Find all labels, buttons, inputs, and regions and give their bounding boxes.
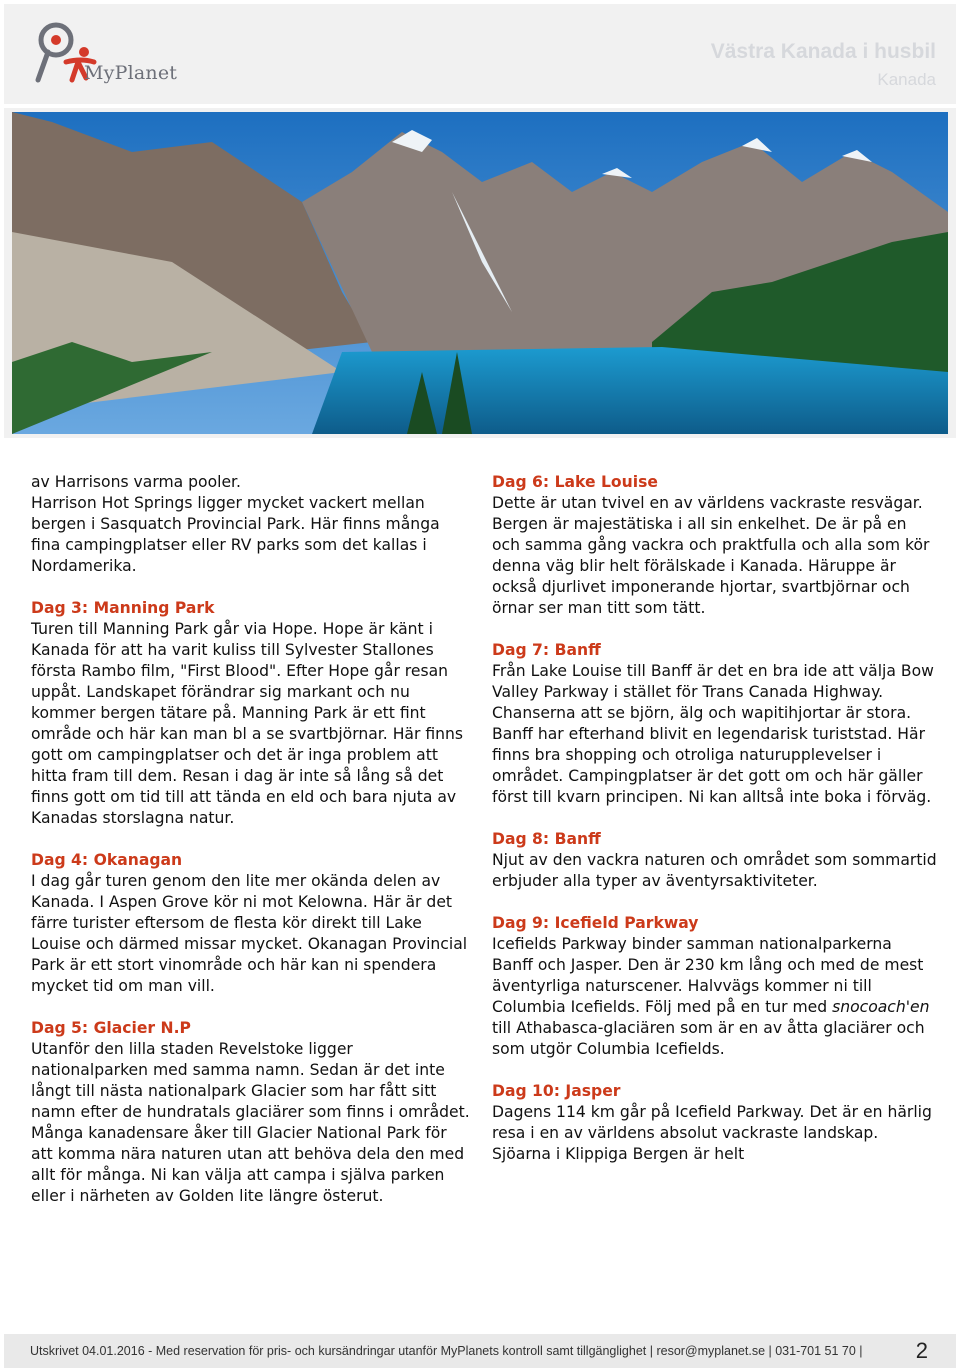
body-paragraph: Icefields Parkway binder samman nationalparkerna Banff och Jasper. Den är 230 km lång och med de mest äventyrliga naturscener. Halvvägs kommer ni till Columbia Icefields. Följ med på en tur med snocoach'en till Athabasca-glaciären som är en av åtta glaciärer och som utgör Columbia Icefields. (492, 935, 930, 1058)
right-text-column (492, 472, 937, 1165)
mountain-lake-photo (12, 112, 948, 434)
hero-image (4, 108, 956, 438)
page-number: 2 (915, 1338, 928, 1363)
body-paragraph: Utanför den lilla staden Revelstoke ligger nationalparken med samma namn. Sedan är det inte långt till nästa nationalpark Glacier som har fått sitt namn efter de hundratals glaciärer som finns i området. Många kanadensare åker till Glacier National Park för att komma nära naturen utan att behöva dela den med allt för många. Ni kan välja att campa i själva parken eller i närheten av Golden lite längre österut. (31, 1040, 470, 1205)
page-footer (4, 1334, 956, 1368)
paragraph-gap (492, 619, 937, 640)
document-subtitle: Kanada (877, 70, 936, 89)
logo-text: MyPlanet (84, 62, 178, 84)
paragraph-gap (31, 829, 471, 850)
body-paragraph: Njut av den vackra naturen och området som sommartid erbjuder alla typer av äventyrsaktiviteter. (492, 851, 937, 890)
paragraph-gap (31, 997, 471, 1018)
document-title: Västra Kanada i husbil (710, 40, 936, 63)
page-header (4, 4, 956, 104)
body-paragraph: Turen till Manning Park går via Hope. Hope är känt i Kanada för att ha varit kuliss till Sylvester Stallones första Rambo film, "First Blood". Efter Hope går resan uppåt. Landskapet förändrar sig markant och nu kommer bergen tätare på. Manning Park är ett fint område och här kan man bl a se svartbjörnar. Här finns gott om campingplatser och det är inga problem att hitta fram till dem. Resan i dag är inte så lång så det finns gott om tid till att tända en eld och bara njuta av Kanadas storslagna natur. (31, 620, 464, 827)
day-heading: Dag 9: Icefield Parkway (492, 914, 699, 932)
day-heading: Dag 6: Lake Louise (492, 473, 658, 491)
left-text-column (31, 472, 471, 1207)
paragraph-gap (31, 577, 471, 598)
header-title-block (711, 40, 936, 90)
day-heading: Dag 10: Jasper (492, 1082, 621, 1100)
italic-term: snocoach'en (832, 998, 930, 1016)
body-paragraph: av Harrisons varma pooler. (31, 473, 241, 491)
body-paragraph: Harrison Hot Springs ligger mycket vackert mellan bergen i Sasquatch Provincial Park. Här finns många fina campingplatser eller RV parks som det kallas i Nordamerika. (31, 494, 440, 575)
body-paragraph: I dag går turen genom den lite mer okända delen av Kanada. I Aspen Grove kör ni mot Kelowna. Här är det färre turister eftersom de flesta kör direkt till Lake Louise och därmed missar mycket. Okanagan Provincial Park är ett stort vinområde och här kan ni spendera mycket tid om man vill. (31, 872, 468, 995)
body-paragraph: Dagens 114 km går på Icefield Parkway. Det är en härlig resa i en av världens absolut vackraste landskap. Sjöarna i Klippiga Bergen är helt (492, 1103, 932, 1163)
paragraph-gap (492, 1060, 937, 1081)
body-paragraph: Från Lake Louise till Banff är det en bra ide att välja Bow Valley Parkway i stället för Trans Canada Highway. Chanserna att se björn, älg och wapitihjortar är stora. Banff har efterhand blivit en legendarisk turiststad. Här finns bra shopping och otroliga naturupplevelser i området. Campingplatser är det gott om och här gäller först till kvarn principen. Ni kan alltså inte boka i förväg. (492, 662, 934, 806)
body-paragraph: Dette är utan tvivel en av världens vackraste resvägar. Bergen är majestätiska i all sin enkelhet. De är på en och samma gång vackra och praktfulla och alla som kör denna väg blir helt förälskade i Kanada. Häruppe är också djurlivet imponerande hjortar, svartbjörnar och örnar ser man titt som tätt. (492, 494, 930, 617)
day-heading: Dag 4: Okanagan (31, 851, 183, 869)
day-heading: Dag 3: Manning Park (31, 599, 215, 617)
day-heading: Dag 7: Banff (492, 641, 601, 659)
day-heading: Dag 8: Banff (492, 830, 601, 848)
footer-text: Utskrivet 04.01.2016 - Med reservation för pris- och kursändringar utanför MyPlanets kontroll samt tillgänglighet | resor@myplanet.se | 031-701 51 70 | (30, 1344, 863, 1358)
myplanet-logo-icon (26, 18, 186, 98)
paragraph-gap (492, 808, 937, 829)
paragraph-gap (492, 892, 937, 913)
day-heading: Dag 5: Glacier N.P (31, 1019, 191, 1037)
